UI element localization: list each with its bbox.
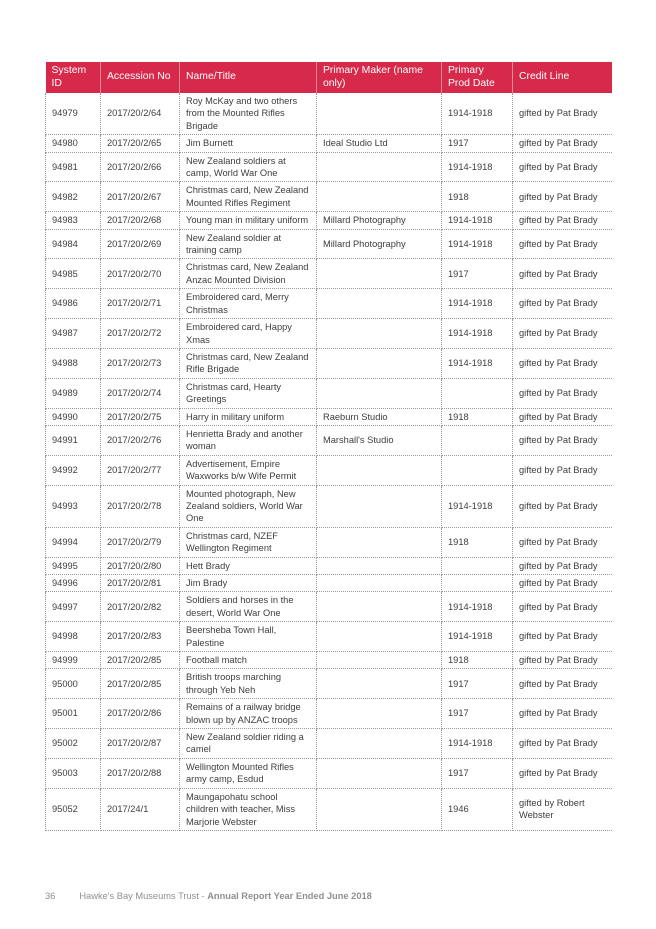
cell-primary-maker [317,378,442,408]
cell-name-title: Roy McKay and two others from the Mounted Rifles Brigade [180,93,317,135]
cell-prod-date: 1914-1918 [442,152,513,182]
cell-prod-date: 1917 [442,669,513,699]
cell-credit-line: gifted by Pat Brady [513,135,612,152]
header-name-title: Name/Title [180,62,317,93]
cell-primary-maker [317,289,442,319]
cell-name-title: Jim Burnett [180,135,317,152]
cell-prod-date: 1917 [442,758,513,788]
table-row [46,289,612,319]
cell-system-id: 95052 [46,788,101,830]
cell-accession-no: 2017/20/2/71 [101,289,180,319]
cell-name-title: Hett Brady [180,557,317,574]
cell-name-title: Remains of a railway bridge blown up by ANZAC troops [180,699,317,729]
cell-primary-maker [317,699,442,729]
cell-name-title: Henrietta Brady and another woman [180,425,317,455]
cell-system-id: 95001 [46,699,101,729]
cell-system-id: 94983 [46,212,101,229]
cell-credit-line: gifted by Robert Webster [513,788,612,830]
cell-credit-line: gifted by Pat Brady [513,229,612,259]
cell-system-id: 94995 [46,557,101,574]
table-row [46,592,612,622]
cell-prod-date: 1914-1918 [442,93,513,135]
table-row [46,212,612,229]
cell-accession-no: 2017/20/2/69 [101,229,180,259]
cell-system-id: 94998 [46,622,101,652]
cell-accession-no: 2017/20/2/86 [101,699,180,729]
cell-primary-maker [317,592,442,622]
cell-primary-maker [317,788,442,830]
cell-accession-no: 2017/20/2/73 [101,348,180,378]
cell-primary-maker [317,575,442,592]
cell-credit-line: gifted by Pat Brady [513,557,612,574]
footer-report-title: Annual Report Year Ended June 2018 [207,891,372,901]
cell-name-title: Advertisement, Empire Waxworks b/w Wife Permit [180,455,317,485]
cell-primary-maker [317,455,442,485]
cell-accession-no: 2017/20/2/83 [101,622,180,652]
cell-primary-maker [317,527,442,557]
cell-prod-date: 1914-1918 [442,485,513,527]
table-row [46,669,612,699]
cell-credit-line: gifted by Pat Brady [513,152,612,182]
table-row [46,182,612,212]
cell-prod-date [442,557,513,574]
table-row [46,425,612,455]
cell-primary-maker [317,485,442,527]
cell-accession-no: 2017/20/2/68 [101,212,180,229]
cell-name-title: Christmas card, NZEF Wellington Regiment [180,527,317,557]
cell-name-title: New Zealand soldiers at camp, World War One [180,152,317,182]
cell-primary-maker [317,758,442,788]
cell-system-id: 94980 [46,135,101,152]
table-row [46,788,612,830]
cell-credit-line: gifted by Pat Brady [513,319,612,349]
cell-prod-date: 1918 [442,527,513,557]
header-system-id: System ID [46,62,101,93]
cell-prod-date: 1914-1918 [442,348,513,378]
cell-primary-maker [317,182,442,212]
cell-prod-date: 1918 [442,408,513,425]
cell-credit-line: gifted by Pat Brady [513,408,612,425]
cell-system-id: 94984 [46,229,101,259]
table-row [46,408,612,425]
cell-accession-no: 2017/20/2/82 [101,592,180,622]
cell-name-title: British troops marching through Yeb Neh [180,669,317,699]
cell-name-title: Embroidered card, Merry Christmas [180,289,317,319]
cell-name-title: Mounted photograph, New Zealand soldiers, World War One [180,485,317,527]
cell-name-title: Embroidered card, Happy Xmas [180,319,317,349]
cell-prod-date: 1914-1918 [442,319,513,349]
table-header-row [46,62,612,93]
cell-accession-no: 2017/20/2/85 [101,652,180,669]
table-row [46,319,612,349]
cell-accession-no: 2017/20/2/75 [101,408,180,425]
cell-accession-no: 2017/20/2/87 [101,729,180,759]
cell-system-id: 94987 [46,319,101,349]
table-row [46,229,612,259]
cell-name-title: New Zealand soldier at training camp [180,229,317,259]
cell-primary-maker: Millard Photography [317,229,442,259]
cell-system-id: 94994 [46,527,101,557]
cell-system-id: 94985 [46,259,101,289]
table-row [46,699,612,729]
table-row [46,729,612,759]
cell-credit-line: gifted by Pat Brady [513,485,612,527]
cell-accession-no: 2017/20/2/78 [101,485,180,527]
cell-name-title: Jim Brady [180,575,317,592]
cell-credit-line: gifted by Pat Brady [513,575,612,592]
cell-credit-line: gifted by Pat Brady [513,289,612,319]
cell-credit-line: gifted by Pat Brady [513,758,612,788]
table-row [46,135,612,152]
cell-credit-line: gifted by Pat Brady [513,378,612,408]
cell-accession-no: 2017/20/2/77 [101,455,180,485]
cell-name-title: Beersheba Town Hall, Palestine [180,622,317,652]
cell-prod-date: 1914-1918 [442,592,513,622]
cell-name-title: Christmas card, New Zealand Anzac Mounted Division [180,259,317,289]
cell-credit-line: gifted by Pat Brady [513,182,612,212]
cell-credit-line: gifted by Pat Brady [513,699,612,729]
collection-table [45,62,612,831]
table-row [46,758,612,788]
cell-credit-line: gifted by Pat Brady [513,259,612,289]
cell-name-title: Wellington Mounted Rifles army camp, Esdud [180,758,317,788]
cell-system-id: 95003 [46,758,101,788]
cell-primary-maker: Millard Photography [317,212,442,229]
cell-prod-date: 1918 [442,182,513,212]
cell-name-title: Christmas card, Hearty Greetings [180,378,317,408]
table-row [46,557,612,574]
cell-accession-no: 2017/20/2/67 [101,182,180,212]
table-row [46,485,612,527]
table-row [46,152,612,182]
cell-accession-no: 2017/20/2/65 [101,135,180,152]
collection-table-wrapper [45,62,611,831]
cell-credit-line: gifted by Pat Brady [513,425,612,455]
cell-prod-date [442,455,513,485]
cell-primary-maker [317,622,442,652]
cell-system-id: 94993 [46,485,101,527]
table-row [46,93,612,135]
cell-system-id: 94989 [46,378,101,408]
cell-credit-line: gifted by Pat Brady [513,669,612,699]
cell-credit-line: gifted by Pat Brady [513,729,612,759]
cell-prod-date: 1918 [442,652,513,669]
cell-name-title: Soldiers and horses in the desert, World War One [180,592,317,622]
cell-accession-no: 2017/20/2/79 [101,527,180,557]
cell-primary-maker [317,348,442,378]
cell-credit-line: gifted by Pat Brady [513,592,612,622]
cell-accession-no: 2017/20/2/72 [101,319,180,349]
cell-name-title: Christmas card, New Zealand Mounted Rifles Regiment [180,182,317,212]
cell-primary-maker: Ideal Studio Ltd [317,135,442,152]
cell-name-title: New Zealand soldier riding a camel [180,729,317,759]
cell-credit-line: gifted by Pat Brady [513,455,612,485]
cell-credit-line: gifted by Pat Brady [513,93,612,135]
cell-prod-date: 1914-1918 [442,622,513,652]
header-credit-line: Credit Line [513,62,612,93]
cell-primary-maker [317,152,442,182]
page-footer [45,891,372,901]
header-primary-maker: Primary Maker (name only) [317,62,442,93]
cell-credit-line: gifted by Pat Brady [513,348,612,378]
cell-primary-maker [317,93,442,135]
footer-org: Hawke's Bay Museums Trust - [79,891,208,901]
cell-accession-no: 2017/20/2/74 [101,378,180,408]
cell-accession-no: 2017/24/1 [101,788,180,830]
cell-prod-date: 1946 [442,788,513,830]
cell-prod-date: 1914-1918 [442,229,513,259]
cell-name-title: Harry in military uniform [180,408,317,425]
cell-system-id: 95002 [46,729,101,759]
cell-primary-maker [317,259,442,289]
table-row [46,378,612,408]
table-row [46,622,612,652]
header-prod-date: Primary Prod Date [442,62,513,93]
cell-prod-date [442,425,513,455]
cell-prod-date: 1914-1918 [442,212,513,229]
header-accession-no: Accession No [101,62,180,93]
cell-system-id: 94991 [46,425,101,455]
table-row [46,527,612,557]
cell-name-title: Christmas card, New Zealand Rifle Brigade [180,348,317,378]
cell-accession-no: 2017/20/2/66 [101,152,180,182]
table-row [46,652,612,669]
cell-accession-no: 2017/20/2/76 [101,425,180,455]
cell-credit-line: gifted by Pat Brady [513,622,612,652]
cell-system-id: 94986 [46,289,101,319]
cell-accession-no: 2017/20/2/81 [101,575,180,592]
cell-accession-no: 2017/20/2/88 [101,758,180,788]
cell-system-id: 94982 [46,182,101,212]
cell-prod-date: 1917 [442,699,513,729]
cell-system-id: 94990 [46,408,101,425]
cell-accession-no: 2017/20/2/70 [101,259,180,289]
cell-credit-line: gifted by Pat Brady [513,652,612,669]
table-body [46,93,612,830]
cell-primary-maker [317,652,442,669]
cell-system-id: 94999 [46,652,101,669]
cell-accession-no: 2017/20/2/80 [101,557,180,574]
cell-credit-line: gifted by Pat Brady [513,212,612,229]
cell-name-title: Football match [180,652,317,669]
cell-primary-maker [317,729,442,759]
cell-system-id: 94996 [46,575,101,592]
table-row [46,259,612,289]
cell-primary-maker: Marshall's Studio [317,425,442,455]
cell-accession-no: 2017/20/2/64 [101,93,180,135]
cell-credit-line: gifted by Pat Brady [513,527,612,557]
cell-prod-date: 1914-1918 [442,729,513,759]
cell-accession-no: 2017/20/2/85 [101,669,180,699]
cell-prod-date: 1914-1918 [442,289,513,319]
cell-system-id: 94979 [46,93,101,135]
cell-primary-maker: Raeburn Studio [317,408,442,425]
cell-name-title: Young man in military uniform [180,212,317,229]
cell-primary-maker [317,319,442,349]
cell-primary-maker [317,557,442,574]
table-row [46,348,612,378]
cell-primary-maker [317,669,442,699]
cell-system-id: 94997 [46,592,101,622]
cell-prod-date: 1917 [442,135,513,152]
table-row [46,575,612,592]
table-row [46,455,612,485]
cell-prod-date [442,378,513,408]
cell-prod-date: 1917 [442,259,513,289]
cell-system-id: 95000 [46,669,101,699]
cell-name-title: Maungapohatu school children with teacher, Miss Marjorie Webster [180,788,317,830]
cell-system-id: 94988 [46,348,101,378]
cell-system-id: 94992 [46,455,101,485]
page-number: 36 [45,891,56,901]
cell-prod-date [442,575,513,592]
cell-system-id: 94981 [46,152,101,182]
